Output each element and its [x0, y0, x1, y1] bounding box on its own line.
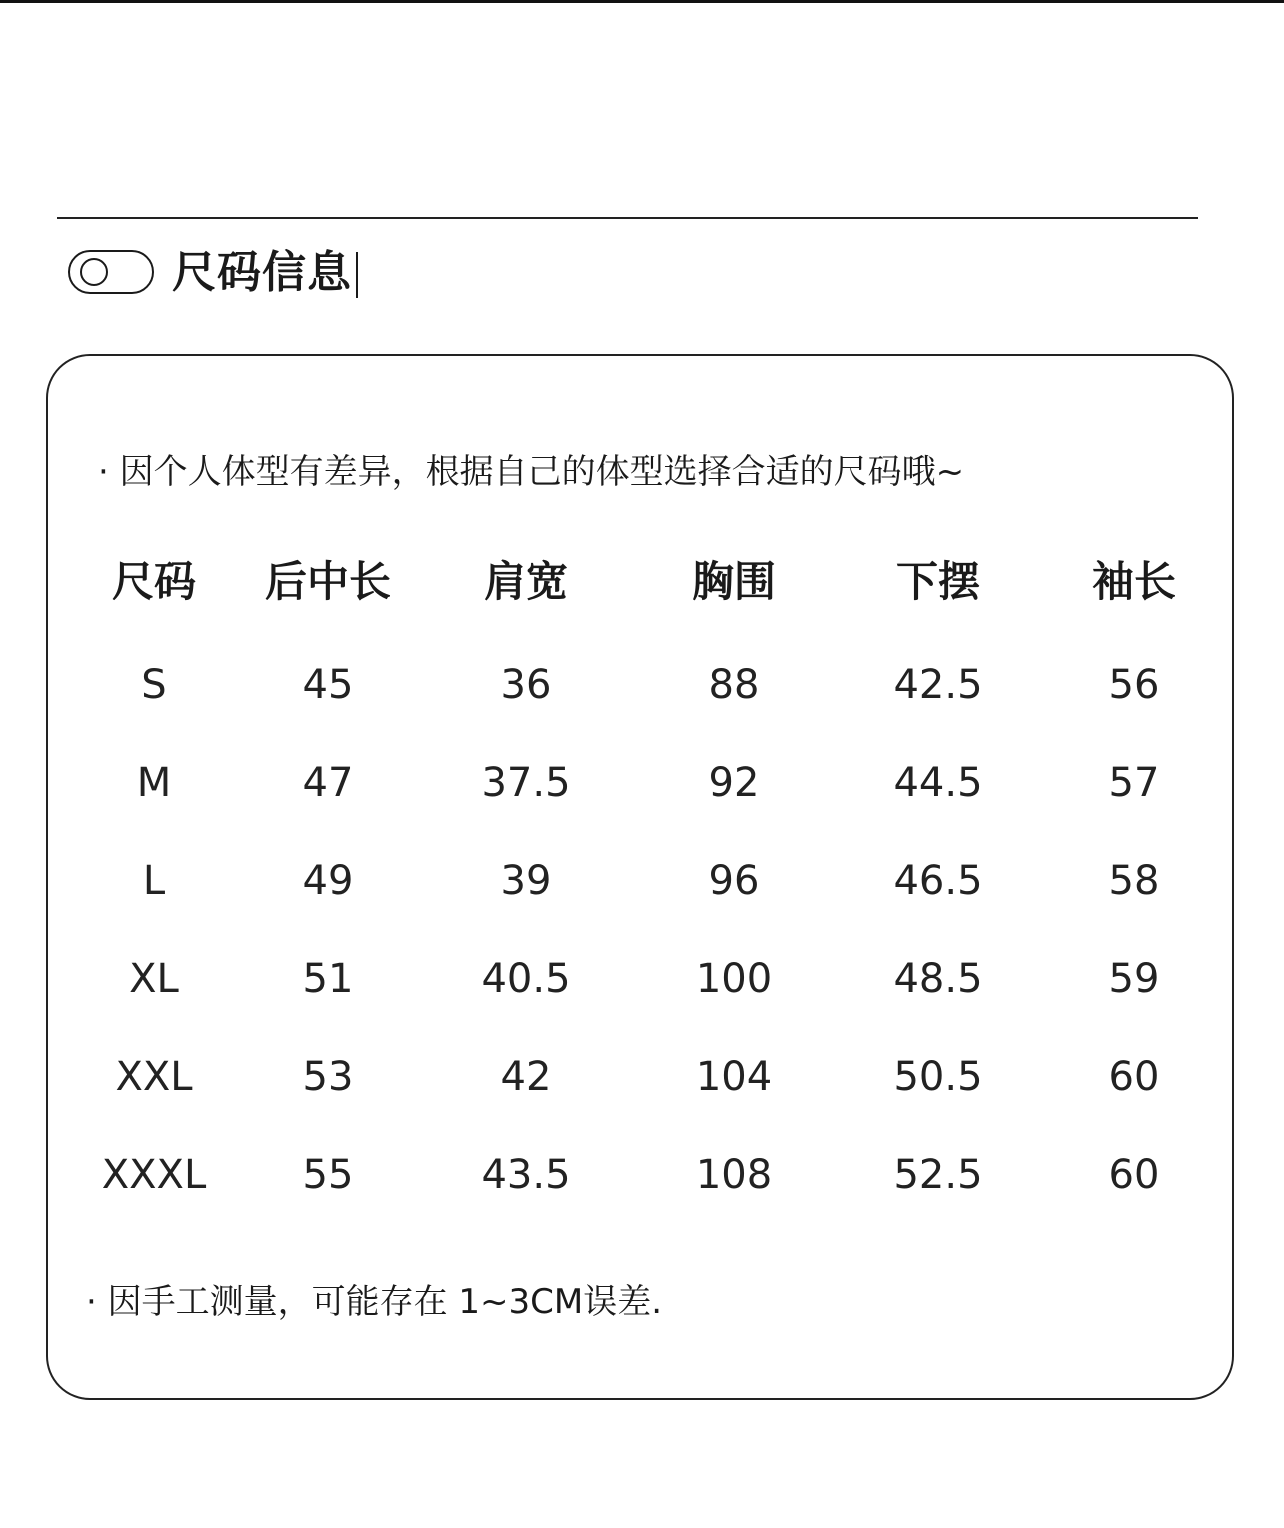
cell-sleeve: 59	[1108, 956, 1160, 1002]
top-edge-line	[0, 0, 1284, 3]
cell-chest: 104	[695, 1054, 773, 1100]
header-back-length: 后中长	[264, 557, 392, 606]
cell-shoulder: 40.5	[481, 956, 571, 1002]
cell-shoulder: 36	[500, 662, 552, 708]
cell-shoulder: 43.5	[481, 1152, 571, 1198]
section-divider	[57, 217, 1198, 219]
cell-back-length: 55	[302, 1152, 354, 1198]
header-size: 尺码	[111, 557, 197, 606]
title-bar	[356, 252, 358, 298]
cell-chest: 108	[695, 1152, 773, 1198]
note-top: · 因个人体型有差异，根据自己的体型选择合适的尺码哦~	[98, 452, 965, 492]
note-bottom: · 因手工测量，可能存在 1~3CM误差.	[86, 1282, 663, 1322]
size-card	[46, 354, 1234, 1400]
cell-sleeve: 57	[1108, 760, 1160, 806]
cell-hem: 46.5	[893, 858, 983, 904]
cell-sleeve: 60	[1108, 1054, 1160, 1100]
cell-back-length: 53	[302, 1054, 354, 1100]
cell-size: S	[141, 662, 167, 708]
cell-hem: 48.5	[893, 956, 983, 1002]
header-sleeve: 袖长	[1091, 557, 1177, 606]
cell-back-length: 47	[302, 760, 354, 806]
cell-hem: 50.5	[893, 1054, 983, 1100]
cell-back-length: 51	[302, 956, 354, 1002]
cell-sleeve: 60	[1108, 1152, 1160, 1198]
cell-hem: 44.5	[893, 760, 983, 806]
toggle-icon	[68, 250, 154, 294]
cell-chest: 96	[708, 858, 760, 904]
cell-hem: 52.5	[893, 1152, 983, 1198]
cell-shoulder: 42	[500, 1054, 552, 1100]
cell-chest: 92	[708, 760, 760, 806]
cell-size: XXXL	[101, 1152, 207, 1198]
cell-hem: 42.5	[893, 662, 983, 708]
cell-size: XXL	[115, 1054, 193, 1100]
cell-back-length: 45	[302, 662, 354, 708]
cell-size: M	[136, 760, 172, 806]
cell-chest: 100	[695, 956, 773, 1002]
header-shoulder: 肩宽	[483, 557, 569, 606]
header-hem: 下摆	[895, 557, 981, 606]
cell-chest: 88	[708, 662, 760, 708]
cell-size: L	[142, 858, 166, 904]
cell-shoulder: 37.5	[481, 760, 571, 806]
section-title: 尺码信息	[172, 247, 352, 298]
cell-shoulder: 39	[500, 858, 552, 904]
cell-sleeve: 56	[1108, 662, 1160, 708]
cell-size: XL	[129, 956, 179, 1002]
toggle-knob	[80, 258, 108, 286]
header-chest: 胸围	[691, 557, 777, 606]
cell-back-length: 49	[302, 858, 354, 904]
cell-sleeve: 58	[1108, 858, 1160, 904]
